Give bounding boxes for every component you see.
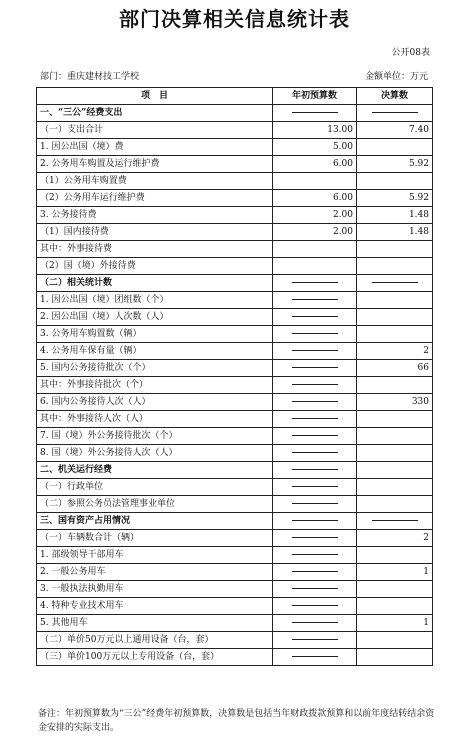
row-label: （1）国内接待费 — [37, 224, 273, 241]
row-label: 5. 其他用车 — [37, 615, 273, 632]
dash-mark — [292, 622, 338, 623]
dash-mark — [292, 469, 338, 470]
budget-not-applicable — [273, 615, 357, 632]
table-row — [37, 411, 433, 428]
department-label: 部门：重庆建材技工学校 — [40, 72, 140, 82]
header-final: 决算数 — [357, 88, 433, 105]
footnote: 备注：年初预算数为“三公”经费年初预算数，决算数是包括当年财政拨款预算和以前年度结转结余资金安排的实际支出。 — [38, 709, 435, 733]
table-row — [37, 173, 433, 190]
dash-mark — [292, 316, 338, 317]
budget-not-applicable — [273, 479, 357, 496]
dash-mark — [292, 503, 338, 504]
budget-not-applicable — [273, 377, 357, 394]
table-row — [37, 292, 433, 309]
final-value — [357, 173, 433, 190]
table-row — [37, 309, 433, 326]
table-row — [37, 479, 433, 496]
final-value — [357, 547, 433, 564]
table-row — [37, 564, 433, 581]
final-value — [357, 139, 433, 156]
row-label: （一）支出合计 — [37, 122, 273, 139]
final-value: 2 — [357, 343, 433, 360]
row-label: 7. 国（境）外公务接待批次（个） — [37, 428, 273, 445]
dash-mark — [292, 588, 338, 589]
dash-mark — [292, 605, 338, 606]
budget-not-applicable — [273, 394, 357, 411]
row-label: 2. 公务用车购置及运行维护费 — [37, 156, 273, 173]
header-item: 项 目 — [37, 88, 273, 105]
row-label: （二）相关统计数 — [37, 275, 273, 292]
row-label: （1）公务用车购置费 — [37, 173, 273, 190]
row-label: 6. 国内公务接待人次（人） — [37, 394, 273, 411]
budget-value: 2.00 — [273, 224, 357, 241]
dash-mark — [292, 333, 338, 334]
dash-mark — [372, 112, 418, 113]
final-value — [357, 649, 433, 666]
table-row — [37, 632, 433, 649]
budget-not-applicable — [273, 547, 357, 564]
dash-mark — [292, 299, 338, 300]
final-not-applicable — [357, 275, 433, 292]
dash-mark — [292, 571, 338, 572]
table-row — [37, 156, 433, 173]
table-row — [37, 462, 433, 479]
table-row — [37, 581, 433, 598]
table-row — [37, 530, 433, 547]
dash-mark — [292, 435, 338, 436]
table-row — [37, 649, 433, 666]
final-not-applicable — [357, 105, 433, 122]
budget-not-applicable — [273, 326, 357, 343]
dash-mark — [292, 656, 338, 657]
final-value: 1 — [357, 615, 433, 632]
dash-mark — [292, 282, 338, 283]
dash-mark — [292, 367, 338, 368]
dash-mark — [372, 282, 418, 283]
row-label: 3. 公务用车购置数（辆） — [37, 326, 273, 343]
table-row — [37, 513, 433, 530]
dash-mark — [292, 452, 338, 453]
budget-not-applicable — [273, 105, 357, 122]
row-label: 1. 部级领导干部用车 — [37, 547, 273, 564]
table-row — [37, 496, 433, 513]
table-row — [37, 615, 433, 632]
final-value — [357, 309, 433, 326]
budget-value — [273, 241, 357, 258]
table-row — [37, 360, 433, 377]
table-row — [37, 445, 433, 462]
table-row — [37, 258, 433, 275]
row-label: 二、机关运行经费 — [37, 462, 273, 479]
row-label: 3. 一般执法执勤用车 — [37, 581, 273, 598]
budget-not-applicable — [273, 496, 357, 513]
table-body — [37, 105, 433, 666]
budget-not-applicable — [273, 309, 357, 326]
report-title: 部门决算相关信息统计表 — [119, 7, 350, 31]
table-row — [37, 275, 433, 292]
budget-not-applicable — [273, 564, 357, 581]
row-label: 2. 因公出国（境）人次数（人） — [37, 309, 273, 326]
table-row — [37, 394, 433, 411]
row-label: 5. 国内公务接待批次（个） — [37, 360, 273, 377]
final-value: 1.48 — [357, 224, 433, 241]
table-row — [37, 326, 433, 343]
row-label: （一）车辆数合计（辆） — [37, 530, 273, 547]
budget-not-applicable — [273, 632, 357, 649]
statistics-table — [36, 87, 433, 666]
table-row — [37, 207, 433, 224]
final-value: 5.92 — [357, 190, 433, 207]
final-value — [357, 496, 433, 513]
table-row — [37, 343, 433, 360]
dash-mark — [292, 401, 338, 402]
unit-label: 金额单位：万元 — [364, 72, 428, 82]
table-row — [37, 428, 433, 445]
row-label: 4. 特种专业技术用车 — [37, 598, 273, 615]
row-label: 2. 一般公务用车 — [37, 564, 273, 581]
row-label: 一、“三公”经费支出 — [37, 105, 273, 122]
budget-value: 2.00 — [273, 207, 357, 224]
dash-mark — [292, 418, 338, 419]
final-value — [357, 428, 433, 445]
budget-value: 6.00 — [273, 156, 357, 173]
row-label: （三）单价100万元以上专用设备（台，套） — [37, 649, 273, 666]
dash-mark — [372, 520, 418, 521]
row-label: 1. 因公出国（境）团组数（个） — [37, 292, 273, 309]
row-label: （一）行政单位 — [37, 479, 273, 496]
table-row — [37, 105, 433, 122]
table-row — [37, 598, 433, 615]
final-value — [357, 445, 433, 462]
final-value — [357, 411, 433, 428]
final-value — [357, 581, 433, 598]
budget-not-applicable — [273, 360, 357, 377]
dash-mark — [292, 350, 338, 351]
row-label: 其中：外事接待批次（个） — [37, 377, 273, 394]
budget-not-applicable — [273, 275, 357, 292]
row-label: 4. 公务用车保有量（辆） — [37, 343, 273, 360]
form-code: 公开08表 — [391, 48, 430, 58]
table-row — [37, 190, 433, 207]
final-value: 1 — [357, 564, 433, 581]
final-value — [357, 292, 433, 309]
table-header-row — [37, 88, 433, 105]
budget-not-applicable — [273, 462, 357, 479]
final-value: 7.40 — [357, 122, 433, 139]
final-value: 66 — [357, 360, 433, 377]
budget-not-applicable — [273, 581, 357, 598]
row-label: 其中：外事接待人次（人） — [37, 411, 273, 428]
final-value — [357, 258, 433, 275]
budget-not-applicable — [273, 649, 357, 666]
dash-mark — [292, 112, 338, 113]
row-label: 其中：外事接待费 — [37, 241, 273, 258]
budget-not-applicable — [273, 292, 357, 309]
budget-not-applicable — [273, 445, 357, 462]
row-label: （2）国（境）外接待费 — [37, 258, 273, 275]
final-value: 2 — [357, 530, 433, 547]
row-label: 1. 因公出国（境）费 — [37, 139, 273, 156]
budget-not-applicable — [273, 598, 357, 615]
row-label: 3. 公务接待费 — [37, 207, 273, 224]
table-row — [37, 241, 433, 258]
row-label: 三、国有资产占用情况 — [37, 513, 273, 530]
budget-value: 5.00 — [273, 139, 357, 156]
budget-not-applicable — [273, 513, 357, 530]
dash-mark — [292, 537, 338, 538]
budget-not-applicable — [273, 530, 357, 547]
final-value — [357, 632, 433, 649]
table-row — [37, 122, 433, 139]
final-value — [357, 377, 433, 394]
final-value: 330 — [357, 394, 433, 411]
final-value — [357, 241, 433, 258]
final-not-applicable — [357, 513, 433, 530]
table-row — [37, 377, 433, 394]
dash-mark — [292, 384, 338, 385]
table-row — [37, 547, 433, 564]
final-value — [357, 462, 433, 479]
row-label: （二）单价50万元以上通用设备（台，套） — [37, 632, 273, 649]
final-value — [357, 479, 433, 496]
final-value: 1.48 — [357, 207, 433, 224]
budget-not-applicable — [273, 411, 357, 428]
dash-mark — [292, 520, 338, 521]
budget-not-applicable — [273, 343, 357, 360]
header-budget: 年初预算数 — [273, 88, 357, 105]
row-label: （二）参照公务员法管理事业单位 — [37, 496, 273, 513]
budget-value: 6.00 — [273, 190, 357, 207]
final-value — [357, 598, 433, 615]
table-row — [37, 224, 433, 241]
budget-not-applicable — [273, 428, 357, 445]
row-label: （2）公务用车运行维护费 — [37, 190, 273, 207]
dash-mark — [292, 639, 338, 640]
table-row — [37, 139, 433, 156]
budget-value — [273, 258, 357, 275]
budget-value — [273, 173, 357, 190]
dash-mark — [292, 486, 338, 487]
final-value — [357, 326, 433, 343]
budget-value: 13.00 — [273, 122, 357, 139]
dash-mark — [292, 554, 338, 555]
row-label: 8. 国（境）外公务接待人次（人） — [37, 445, 273, 462]
final-value: 5.92 — [357, 156, 433, 173]
